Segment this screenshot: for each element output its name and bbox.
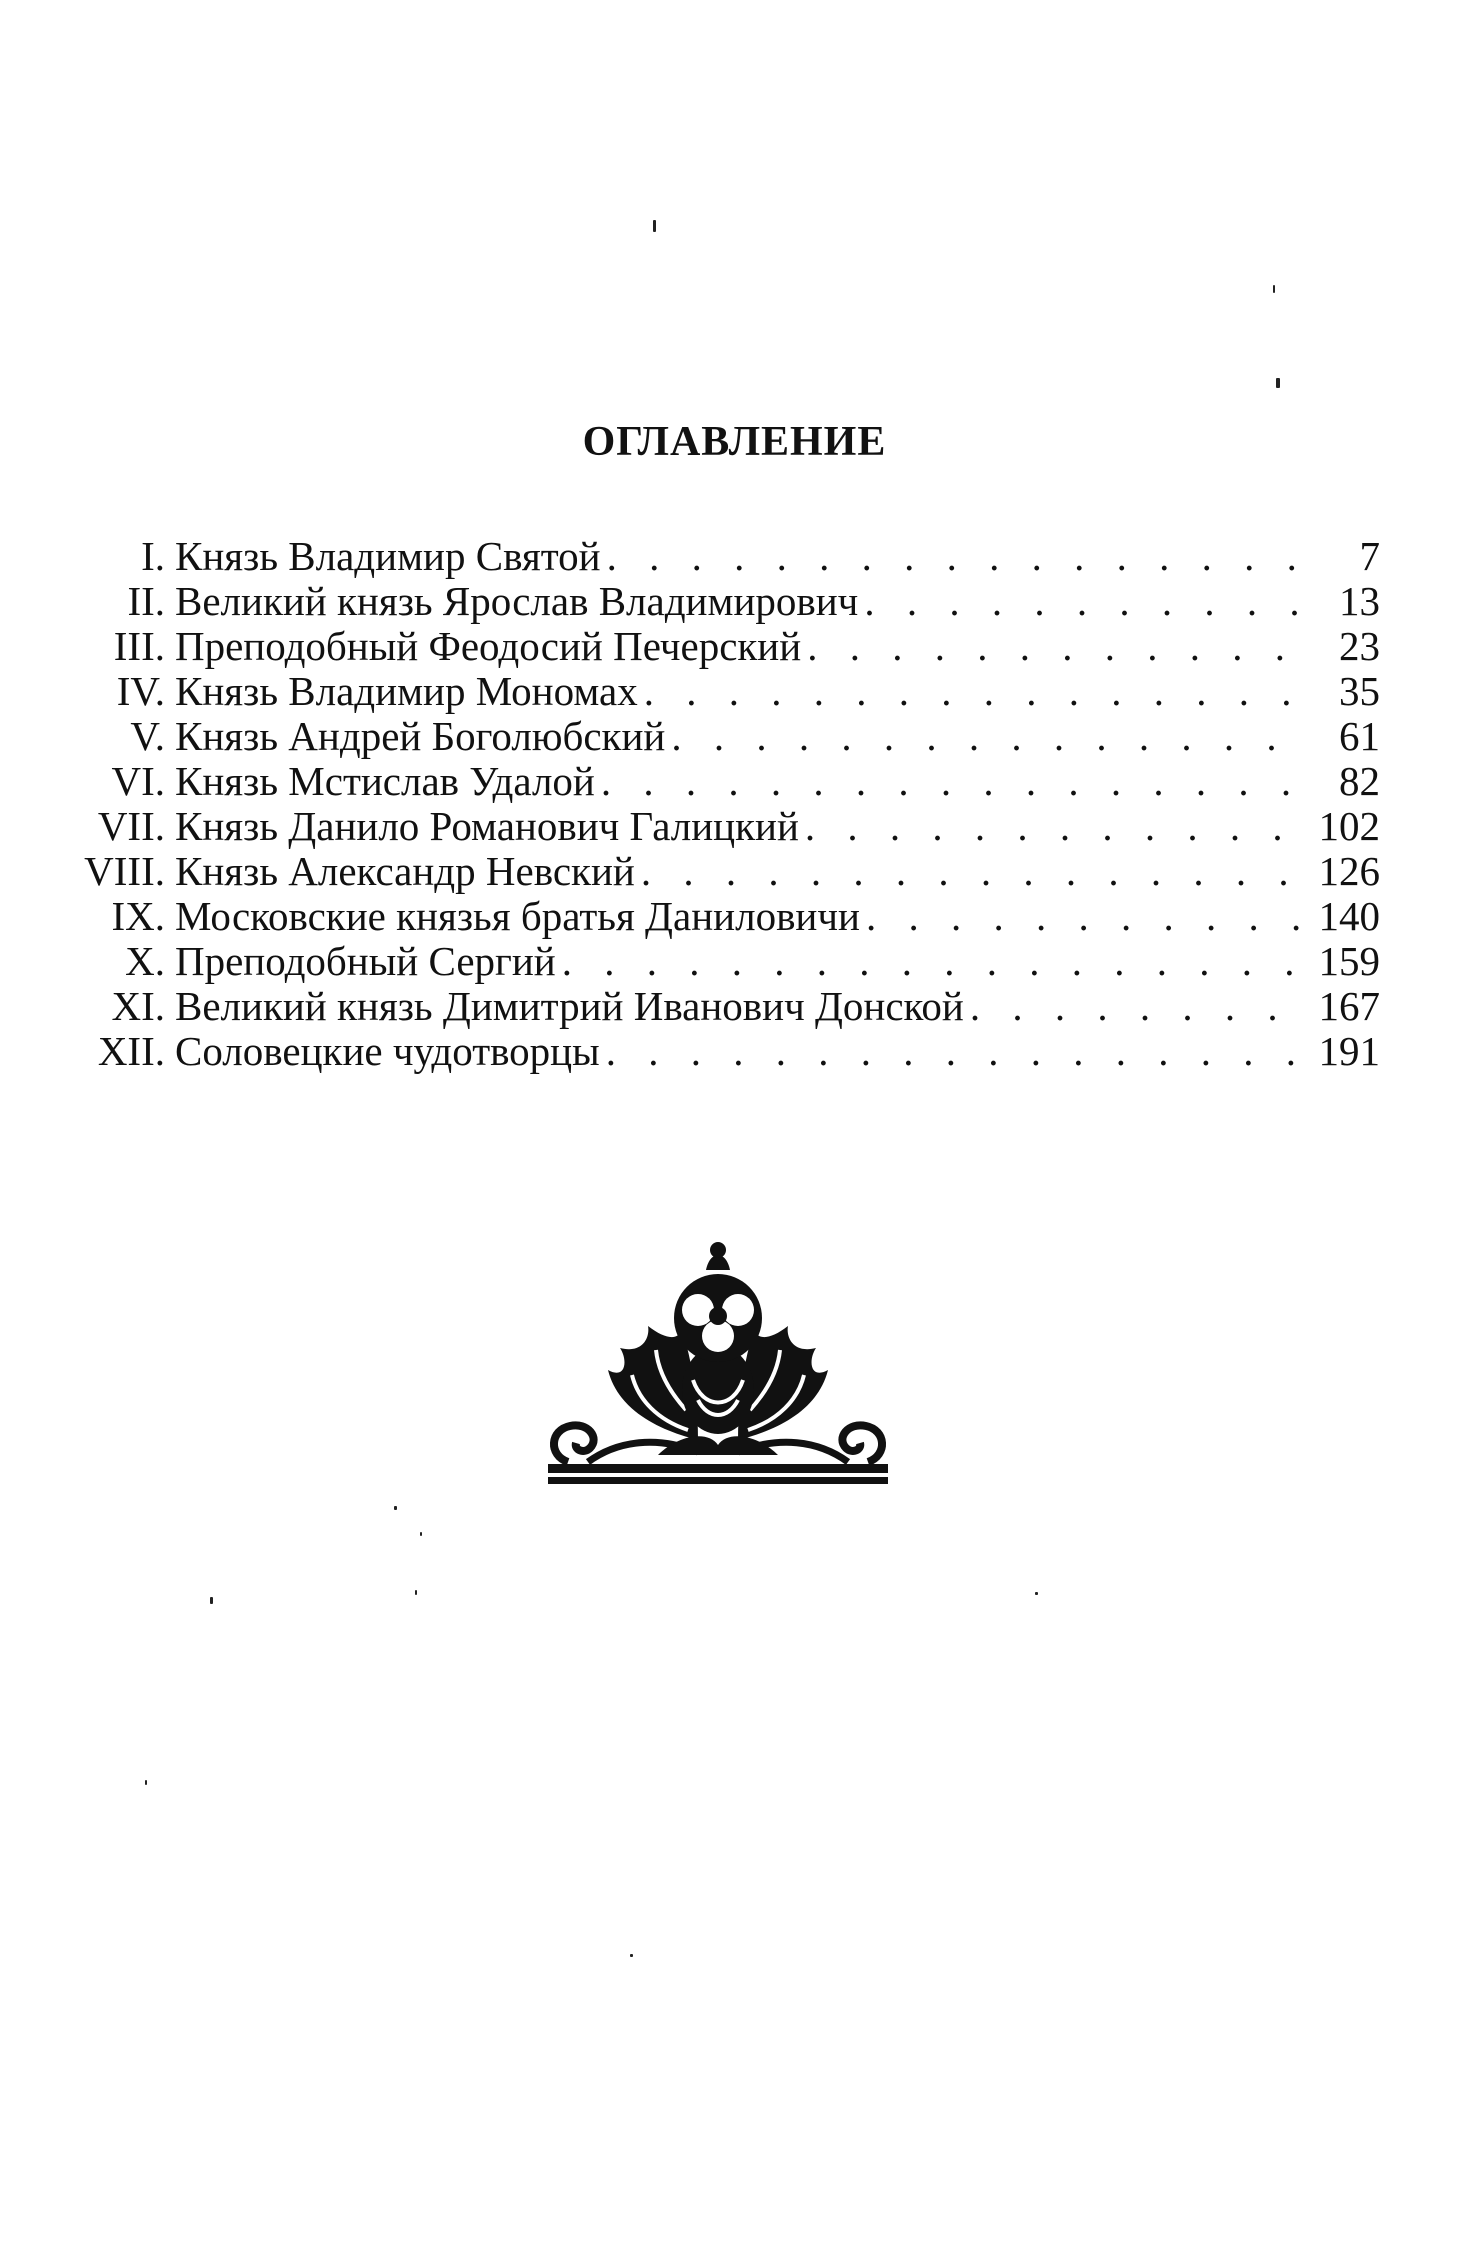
- toc-entry-page: 23: [1339, 623, 1380, 669]
- scan-speck: [145, 1780, 147, 1785]
- toc-entry: [40, 579, 1380, 624]
- toc-entry-number: VII.: [97, 803, 165, 849]
- toc-leader-dots: [665, 714, 1310, 759]
- scan-speck: [1035, 1592, 1038, 1595]
- toc-leader-dots: [556, 939, 1310, 984]
- toc-entry-page: 61: [1339, 713, 1380, 759]
- toc-entry-number: IX.: [111, 893, 165, 939]
- scan-speck: [210, 1597, 213, 1604]
- toc-entry-title: Князь Мстислав Удалой: [175, 758, 595, 804]
- toc-entry-page: 7: [1359, 533, 1380, 579]
- toc-entry: [40, 804, 1380, 849]
- toc-leader-dots: [964, 984, 1310, 1029]
- toc-entry-title: Московские князья братья Даниловичи: [175, 893, 860, 939]
- toc-entry-page: 82: [1339, 758, 1380, 804]
- toc-entry-page: 140: [1318, 893, 1380, 939]
- scan-speck: [1273, 285, 1275, 293]
- toc-entry-title: Великий князь Димитрий Иванович Донской: [175, 983, 964, 1029]
- toc-entry-number: V.: [130, 713, 165, 759]
- toc-leader-dots: [860, 894, 1310, 939]
- toc-entry: [40, 669, 1380, 714]
- toc-leader-dots: [601, 534, 1310, 579]
- toc-entry-number: X.: [125, 938, 165, 984]
- toc-entry-page: 102: [1318, 803, 1380, 849]
- toc-entry: [40, 759, 1380, 804]
- toc-entry-title: Соловецкие чудотворцы: [175, 1028, 600, 1074]
- scan-speck: [420, 1532, 422, 1536]
- toc-entry-title: Князь Владимир Мономах: [175, 668, 638, 714]
- toc-entry-number: IV.: [116, 668, 165, 714]
- toc-entry: [40, 894, 1380, 939]
- toc-entry-title: Преподобный Сергий: [175, 938, 556, 984]
- toc-entry-page: 159: [1318, 938, 1380, 984]
- toc-entry: [40, 984, 1380, 1029]
- scan-speck: [653, 220, 656, 232]
- toc-entry-number: VI.: [111, 758, 165, 804]
- table-of-contents: [40, 534, 1380, 1074]
- toc-entry-title: Князь Данило Романович Галицкий: [175, 803, 799, 849]
- toc-entry-title: Преподобный Феодосий Печерский: [175, 623, 802, 669]
- toc-entry-number: III.: [113, 623, 165, 669]
- toc-leader-dots: [638, 669, 1310, 714]
- scan-speck: [394, 1506, 397, 1510]
- toc-entry-number: VIII.: [84, 848, 165, 894]
- toc-entry: [40, 714, 1380, 759]
- toc-entry-number: XII.: [97, 1028, 165, 1074]
- toc-leader-dots: [595, 759, 1310, 804]
- toc-entry-page: 191: [1318, 1028, 1380, 1074]
- toc-entry-number: XI.: [111, 983, 165, 1029]
- scan-speck: [415, 1590, 417, 1595]
- toc-entry-title: Князь Александр Невский: [175, 848, 635, 894]
- toc-entry: [40, 624, 1380, 669]
- page-title: ОГЛАВЛЕНИЕ: [582, 419, 887, 465]
- scan-speck: [630, 1954, 633, 1957]
- toc-leader-dots: [858, 579, 1310, 624]
- toc-entry: [40, 1029, 1380, 1074]
- floral-ornament-icon: [548, 1240, 888, 1500]
- scan-speck: [1276, 378, 1280, 388]
- toc-entry: [40, 939, 1380, 984]
- toc-leader-dots: [799, 804, 1310, 849]
- toc-entry-page: 35: [1339, 668, 1380, 714]
- toc-entry: [40, 849, 1380, 894]
- toc-entry-number: II.: [127, 578, 165, 624]
- toc-entry-page: 167: [1318, 983, 1380, 1029]
- toc-entry: [40, 534, 1380, 579]
- toc-entry-title: Великий князь Ярослав Владимирович: [175, 578, 859, 624]
- toc-entry-title: Князь Андрей Боголюбский: [175, 713, 666, 759]
- toc-leader-dots: [635, 849, 1310, 894]
- toc-entry-page: 126: [1318, 848, 1380, 894]
- toc-leader-dots: [600, 1029, 1310, 1074]
- toc-entry-title: Князь Владимир Святой: [175, 533, 601, 579]
- toc-leader-dots: [801, 624, 1310, 669]
- toc-entry-number: I.: [141, 533, 165, 579]
- toc-entry-page: 13: [1339, 578, 1380, 624]
